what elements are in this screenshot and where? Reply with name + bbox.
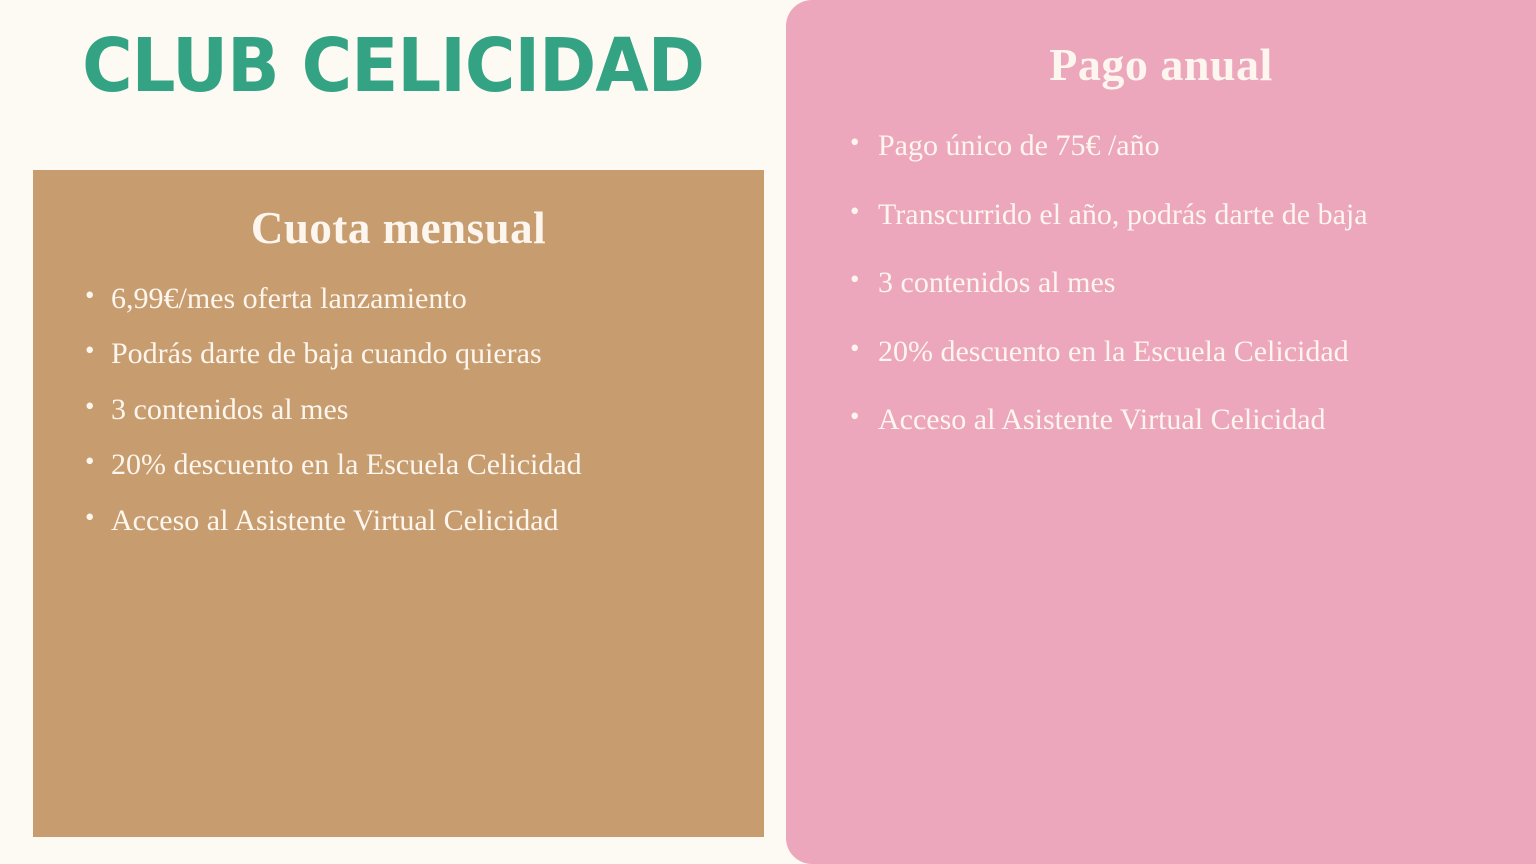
list-item: • 3 contenidos al mes [844,262,1496,305]
list-item: • 3 contenidos al mes [77,391,734,429]
monthly-plan-heading: Cuota mensual [250,203,547,253]
list-item: • Podrás darte de baja cuando quieras [77,335,734,373]
page-title: CLUB CELICIDAD [82,23,704,109]
list-item: • Transcurrido el año, podrás darte de baja [844,194,1496,237]
monthly-plan-card [33,170,764,837]
list-item: • 20% descuento en la Escuela Celicidad [844,331,1496,374]
list-item: • 20% descuento en la Escuela Celicidad [77,446,734,484]
annual-plan-heading: Pago anual [1049,39,1273,90]
annual-plan-feature-list [786,125,1536,442]
annual-plan-card [786,0,1536,864]
monthly-plan-feature-list [33,280,764,540]
list-item: • 6,99€/mes oferta lanzamiento [77,280,734,318]
list-item: • Acceso al Asistente Virtual Celicidad [844,399,1496,442]
list-item: • Acceso al Asistente Virtual Celicidad [77,502,734,540]
list-item: • Pago único de 75€ /año [844,125,1496,168]
